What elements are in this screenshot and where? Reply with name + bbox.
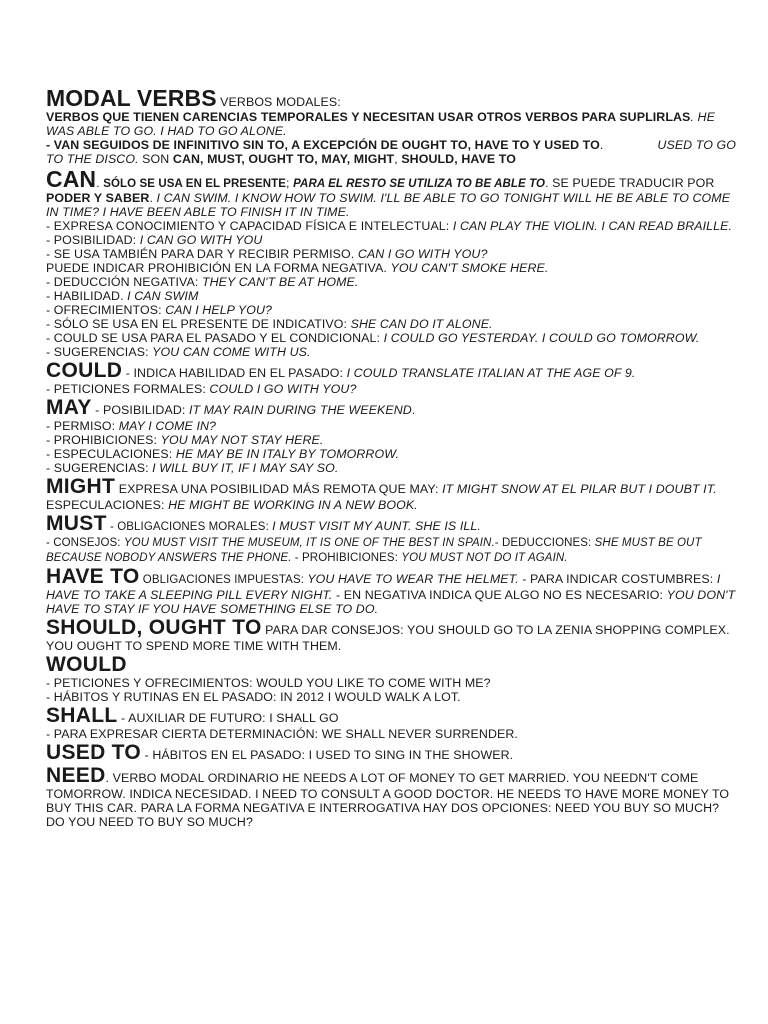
should-line: SHOULD, OUGHT TO PARA DAR CONSEJOS: YOU SHOULD GO TO LA ZENIA SHOPPING COMPLEX. YOU OUGHT TO SPEND MORE TIME WITH THEM. (46, 616, 730, 653)
can-dot: . (96, 176, 104, 190)
can-heading: CAN (46, 166, 97, 192)
should-heading: SHOULD, OUGHT TO (46, 616, 262, 639)
could-line-1: COULD - INDICA HABILIDAD EN EL PASADO: I COULD TRANSLATE ITALIAN AT THE AGE OF 9. (46, 359, 636, 382)
section-used-to (46, 742, 736, 764)
list-item: - DEDUCCIÓN NEGATIVA: THEY CAN'T BE AT HOME. (46, 275, 359, 289)
section-would (46, 654, 736, 704)
list-item: - PARA EXPRESAR CIERTA DETERMINACIÓN: WE SHALL NEVER SURRENDER. (46, 727, 518, 741)
title-line (46, 86, 736, 110)
section-shall (46, 705, 736, 741)
used-to-line: USED TO - HÁBITOS EN EL PASADO: I USED TO SING IN THE SHOWER. (46, 741, 514, 764)
list-item: - COULD SE USA PARA EL PASADO Y EL CONDICIONAL: I COULD GO YESTERDAY. I COULD GO TOMORROW. (46, 331, 700, 345)
intro-example: . HE WAS ABLE TO GO. I HAD TO GO ALONE. (46, 110, 715, 138)
can-translate: . SE PUEDE TRADUCIR POR (545, 176, 715, 190)
may-heading: MAY (46, 396, 92, 419)
can-intro (46, 167, 736, 219)
section-should (46, 617, 736, 653)
can-examples: I CAN SWIM. I KNOW HOW TO SWIM. I'LL BE ABLE TO GO TONIGHT WILL HE BE ABLE TO COME IN TIME? I HAVE BEEN ABLE TO FINISH IT IN TIME. (46, 191, 731, 219)
page-subtitle: VERBOS MODALES: (216, 95, 341, 109)
would-heading: WOULD (46, 653, 127, 676)
must-line-1: MUST - OBLIGACIONES MORALES: I MUST VISIT MY AUNT. SHE IS ILL. (46, 512, 481, 535)
page-title: MODAL VERBS (46, 85, 217, 111)
can-sep-2: . (149, 191, 157, 205)
list-item: - OFRECIMIENTOS: CAN I HELP YOU? (46, 303, 273, 317)
list-item: - SE USA TAMBIÉN PARA DAR Y RECIBIR PERMISO. CAN I GO WITH YOU? (46, 247, 488, 261)
have-to-heading: HAVE TO (46, 565, 140, 588)
need-heading: NEED (46, 764, 106, 787)
have-to-line: HAVE TO OBLIGACIONES IMPUESTAS: YOU HAVE TO WEAR THE HELMET. - PARA INDICAR COSTUMBRES: I HAVE TO TAKE A SLEEPING PILL EVERY NIGHT. - EN NEGATIVA INDICA QUE ALGO NO ES NECESARIO: YOU DON'T HAVE TO STAY IF YOU HAVE SOMETHING ELSE TO DO. (46, 565, 736, 616)
intro-rule: - VAN SEGUIDOS DE INFINITIVO SIN TO, A EXCEPCIÓN DE OUGHT TO, HAVE TO Y USED TO (46, 138, 600, 152)
would-heading-line (46, 654, 736, 676)
intro-paragraph-1 (46, 110, 736, 138)
list-item: - HÁBITOS Y RUTINAS EN EL PASADO: IN 2012 I WOULD WALK A LOT. (46, 690, 461, 704)
must-line-2: - CONSEJOS: YOU MUST VISIT THE MUSEUM, IT IS ONE OF THE BEST IN SPAIN.- DEDUCCIONES: SHE MUST BE OUT BECAUSE NOBODY ANSWERS THE PHONE. - PROHIBICIONES: YOU MUST NOT DO IT AGAIN. (46, 537, 702, 564)
used-to-heading: USED TO (46, 741, 142, 764)
list-item: - POSIBILIDAD: I CAN GO WITH YOU (46, 233, 263, 247)
shall-heading: SHALL (46, 704, 118, 727)
intro-modal-list-2: SHOULD, HAVE TO (401, 152, 516, 166)
may-line-1: MAY - POSIBILIDAD: IT MAY RAIN DURING THE WEEKEND. (46, 396, 416, 419)
list-item: - SUGERENCIAS: I WILL BUY IT, IF I MAY SAY SO. (46, 461, 339, 475)
section-must (46, 513, 736, 565)
list-item: - ESPECULACIONES: HE MAY BE IN ITALY BY TOMORROW. (46, 447, 400, 461)
might-line-1: MIGHT EXPRESA UNA POSIBILIDAD MÁS REMOTA QUE MAY: IT MIGHT SNOW AT EL PILAR BUT I DOUBT IT. (46, 475, 717, 498)
intro-text: VERBOS QUE TIENEN CARENCIAS TEMPORALES Y NECESITAN USAR OTROS VERBOS PARA SUPLIRLAS (46, 110, 691, 124)
could-line-2: - PETICIONES FORMALES: COULD I GO WITH YOU? (46, 382, 357, 396)
list-item: - EXPRESA CONOCIMIENTO Y CAPACIDAD FÍSICA E INTELECTUAL: I CAN PLAY THE VIOLIN. I CAN READ BRAILLE. (46, 219, 733, 233)
list-item: - PETICIONES Y OFRECIMIENTOS: WOULD YOU LIKE TO COME WITH ME? (46, 676, 491, 690)
can-usage-list (46, 219, 736, 359)
list-item: - HABILIDAD. I CAN SWIM (46, 289, 199, 303)
intro-dot: . (599, 138, 604, 152)
can-rule-1: SÓLO SE USA EN EL PRESENTE (103, 178, 287, 190)
section-could (46, 360, 736, 396)
could-heading: COULD (46, 359, 123, 382)
section-need (46, 765, 736, 829)
can-meaning: PODER Y SABER (46, 191, 150, 205)
list-item: PUEDE INDICAR PROHIBICIÓN EN LA FORMA NEGATIVA. YOU CAN'T SMOKE HERE. (46, 261, 549, 275)
list-item: - SÓLO SE USA EN EL PRESENTE DE INDICATIVO: SHE CAN DO IT ALONE. (46, 317, 493, 331)
intro-son: SON (138, 152, 173, 166)
shall-line-1: SHALL - AUXILIAR DE FUTURO: I SHALL GO (46, 704, 339, 727)
might-line-2: ESPECULACIONES: HE MIGHT BE WORKING IN A NEW BOOK. (46, 498, 418, 512)
can-rule-2: PARA EL RESTO SE UTILIZA TO BE ABLE TO (293, 178, 546, 190)
need-paragraph: NEED. VERBO MODAL ORDINARIO HE NEEDS A LOT OF MONEY TO GET MARRIED. YOU NEEDN'T COME TOMORROW. INDICA NECESIDAD. I NEED TO CONSULT A GOOD DOCTOR. HE NEEDS TO HAVE MORE MONEY TO BUY THIS CAR. PARA LA FORMA NEGATIVA E INTERROGATIVA HAY DOS OPCIONES: NEED YOU BUY SO MUCH? DO YOU NEED TO BUY SO MUCH? (46, 764, 730, 829)
section-may (46, 397, 736, 475)
list-item: - PROHIBICIONES: YOU MAY NOT STAY HERE. (46, 433, 324, 447)
section-have-to (46, 566, 736, 616)
intro-comma: , (394, 152, 402, 166)
list-item: - SUGERENCIAS: YOU CAN COME WITH US. (46, 345, 311, 359)
document-page (46, 86, 736, 829)
intro-paragraph-2 (46, 138, 736, 166)
intro-modal-list: CAN, MUST, OUGHT TO, MAY, MIGHT (172, 152, 395, 166)
might-heading: MIGHT (46, 475, 116, 498)
section-might (46, 476, 736, 512)
must-heading: MUST (46, 512, 107, 535)
section-can (46, 167, 736, 359)
list-item: - PERMISO: MAY I COME IN? (46, 419, 217, 433)
can-sep: ; (286, 176, 294, 190)
intro-example-2: USED TO GO TO THE DISCO. (46, 138, 736, 166)
